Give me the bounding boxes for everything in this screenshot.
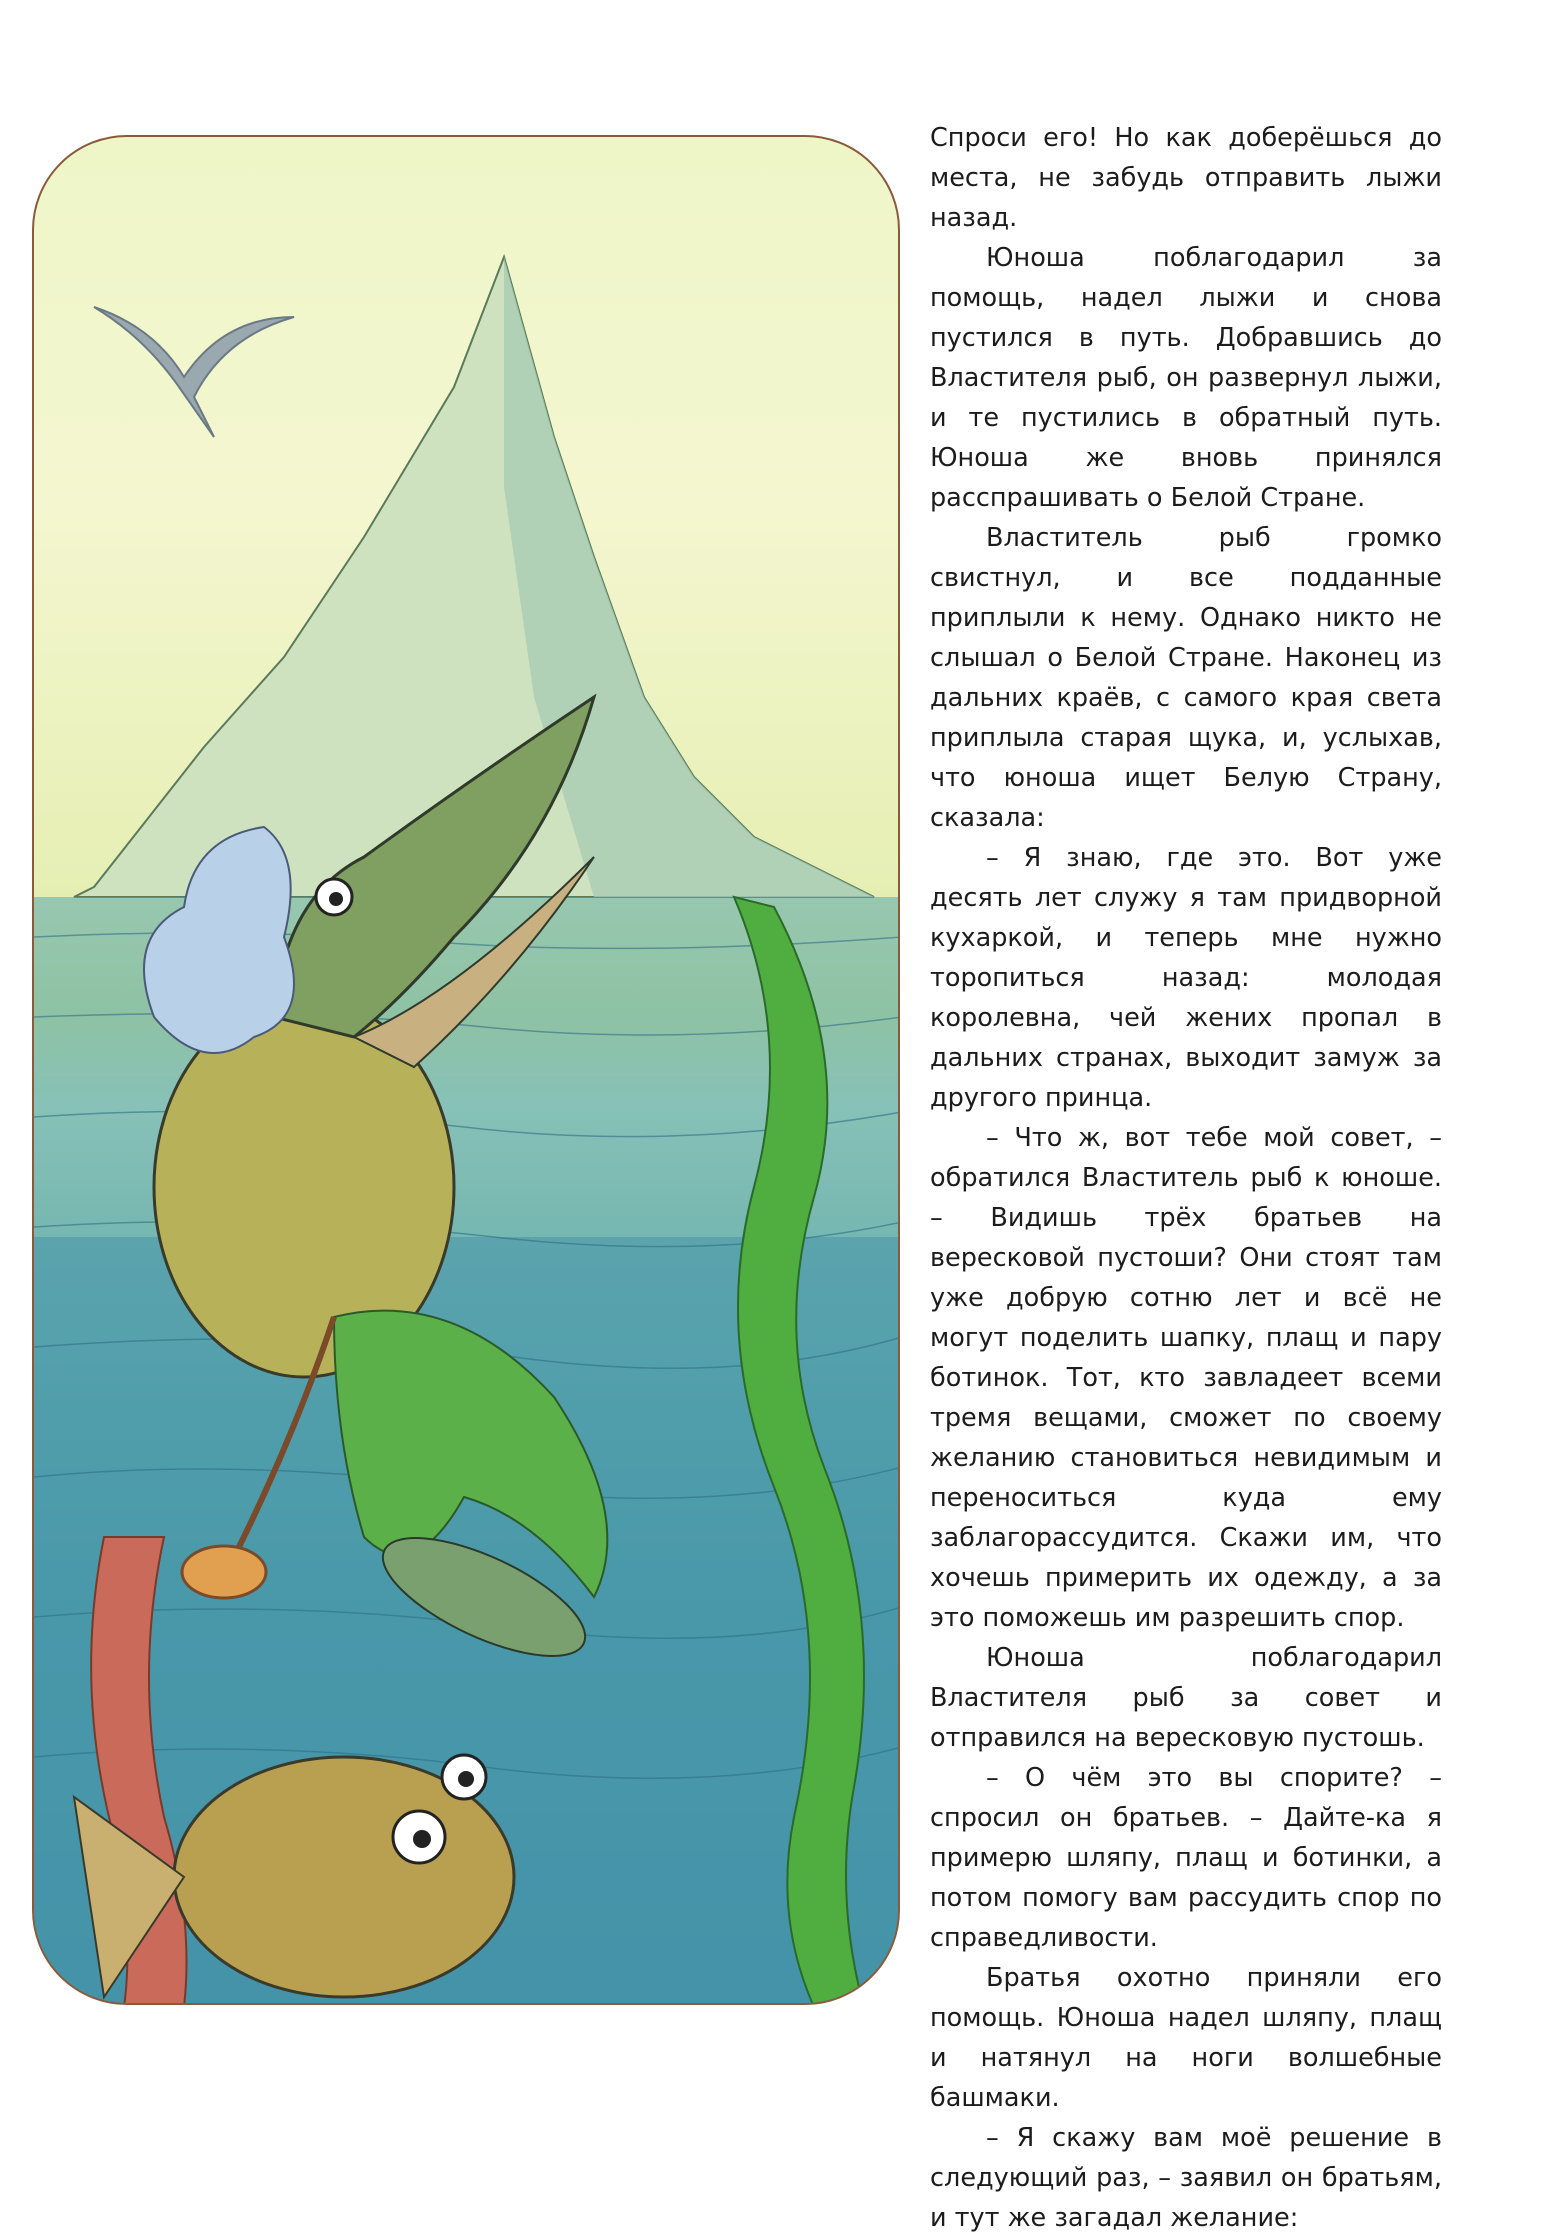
paragraph-3: Властитель рыб громко свистнул, и все подданные приплыли к нему. Однако никто не слышал о Белой Стране. Наконец из дальних краёв, с самого края света приплыла старая щука, и, услыхав, что юноша ищет Белую Страну, сказала: (930, 523, 1442, 833)
paragraph-5: – Что ж, вот тебе мой совет, – обратился Властитель рыб к юноше. – Видишь трёх братьев на вересковой пустоши? Они стоят там уже добрую сотню лет и всё не могут поделить шапку, плащ и пару ботинок. Тот, кто завладеет всеми тремя вещами, сможет по своему желанию становиться невидимым и переноситься куда ему заблагорассудится. Скажи им, что хочешь примерить их одежду, а за это поможешь им разрешить спор. (930, 1123, 1442, 1633)
story-text (930, 118, 1442, 2238)
paragraph-2: Юноша поблагодарил за помощь, надел лыжи и снова пустился в путь. Добравшись до Властителя рыб, он развернул лыжи, и те пустились в обратный путь. Юноша же вновь принялся расспрашивать о Белой Стране. (930, 243, 1442, 513)
round-fish-pupil-2 (458, 1771, 474, 1787)
paragraph-7: – О чём это вы спорите? – спросил он братьев. – Дайте-ка я примерю шляпу, плащ и ботинки, а потом помогу вам рассудить спор по справедливости. (930, 1763, 1442, 1953)
paragraph-4: – Я знаю, где это. Вот уже десять лет служу я там придворной кухаркой, и теперь мне нужно торопиться назад: молодая королевна, чей жених пропал в дальних странах, выходит замуж за другого принца. (930, 843, 1442, 1113)
paragraph-1: Спроси его! Но как доберёшься до места, не забудь отправить лыжи назад. (930, 123, 1442, 233)
round-fish-pupil-1 (413, 1830, 431, 1848)
paragraph-9: – Я скажу вам моё решение в следующий раз, – заявил он братьям, и тут же загадал желание: (930, 2123, 1442, 2233)
illustration-drawing (34, 137, 900, 2005)
pike-pupil (329, 892, 343, 906)
paragraph-8: Братья охотно приняли его помощь. Юноша надел шляпу, плащ и натянул на ноги волшебные башмаки. (930, 1963, 1442, 2113)
illustration-pike-underwater (32, 135, 900, 2005)
paragraph-6: Юноша поблагодарил Властителя рыб за совет и отправился на вересковую пустошь. (930, 1643, 1442, 1753)
seagull (94, 307, 294, 437)
ladle-bowl (182, 1546, 266, 1598)
